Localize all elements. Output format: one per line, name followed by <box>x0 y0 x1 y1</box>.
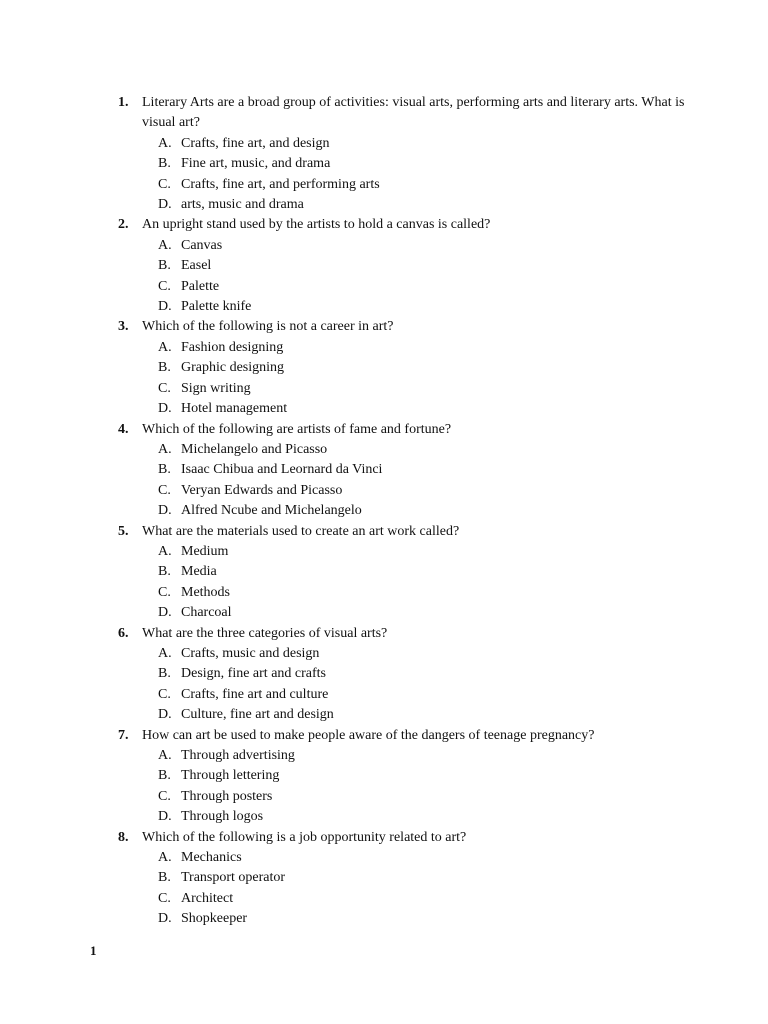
option-text: Methods <box>181 584 230 600</box>
option-3a <box>0 338 768 358</box>
question-number: 8. <box>118 829 129 845</box>
option-4d <box>0 501 768 521</box>
option-letter: D. <box>158 707 172 723</box>
option-8b <box>0 868 768 888</box>
option-letter: B. <box>158 666 171 682</box>
option-text: Isaac Chibua and Leornard da Vinci <box>181 462 383 478</box>
option-letter: B. <box>158 156 171 172</box>
option-7c <box>0 787 768 807</box>
page-number: 1 <box>90 943 97 958</box>
option-1d <box>0 195 768 215</box>
option-letter: C. <box>158 482 171 498</box>
option-text: Crafts, fine art, and performing arts <box>181 176 380 192</box>
option-text: arts, music and drama <box>181 197 304 213</box>
question-2 <box>0 215 768 235</box>
option-text: Transport operator <box>181 870 286 886</box>
option-letter: D. <box>158 911 172 927</box>
option-letter: B. <box>158 564 171 580</box>
option-text: Michelangelo and Picasso <box>181 441 328 457</box>
option-letter: C. <box>158 176 171 192</box>
option-1b <box>0 154 768 174</box>
option-text: Media <box>181 564 217 580</box>
option-7b <box>0 766 768 786</box>
option-text: Veryan Edwards and Picasso <box>181 482 343 498</box>
question-number: 3. <box>118 319 129 335</box>
option-letter: B. <box>158 462 171 478</box>
question-text: Which of the following is a job opportunity related to art? <box>142 829 467 845</box>
option-letter: A. <box>158 748 172 763</box>
option-text: Shopkeeper <box>181 911 248 927</box>
option-text: Mechanics <box>181 850 242 866</box>
option-letter: D. <box>158 401 172 417</box>
option-text: Through advertising <box>181 748 295 763</box>
question-number: 2. <box>118 217 129 233</box>
option-letter: A. <box>158 850 172 866</box>
question-number: 6. <box>118 625 129 641</box>
question-text: Literary Arts are a broad group of activities: visual arts, performing arts and literary arts. What is visual art? <box>142 95 685 131</box>
question-text: What are the three categories of visual arts? <box>142 625 388 641</box>
question-1 <box>0 93 768 134</box>
option-5a <box>0 542 768 562</box>
option-letter: D. <box>158 299 172 315</box>
question-8 <box>0 828 768 848</box>
option-1a <box>0 134 768 154</box>
question-number: 7. <box>118 727 129 743</box>
option-letter: D. <box>158 503 172 519</box>
option-4a <box>0 440 768 460</box>
option-2c <box>0 277 768 297</box>
option-letter: C. <box>158 788 171 804</box>
option-2a <box>0 236 768 256</box>
option-text: Alfred Ncube and Michelangelo <box>181 503 362 519</box>
option-text: Crafts, music and design <box>181 645 320 661</box>
option-5d <box>0 603 768 623</box>
option-letter: A. <box>158 441 172 457</box>
option-6c <box>0 685 768 705</box>
question-text: Which of the following are artists of fame and fortune? <box>142 421 452 437</box>
option-7d <box>0 807 768 827</box>
option-letter: C. <box>158 686 171 702</box>
option-text: Hotel management <box>181 401 288 417</box>
option-5b <box>0 562 768 582</box>
option-text: Sign writing <box>181 380 251 396</box>
option-6b <box>0 664 768 684</box>
option-3b <box>0 358 768 378</box>
option-text: Charcoal <box>181 605 232 621</box>
option-letter: A. <box>158 135 172 151</box>
option-letter: A. <box>158 237 172 253</box>
option-3d <box>0 399 768 419</box>
option-letter: D. <box>158 809 172 825</box>
option-text: Palette <box>181 278 220 294</box>
question-text: What are the materials used to create an art work called? <box>142 523 460 539</box>
option-letter: A. <box>158 339 172 355</box>
option-5c <box>0 583 768 603</box>
option-text: Crafts, fine art and culture <box>181 686 329 702</box>
option-text: Graphic designing <box>181 360 285 376</box>
option-7a <box>0 746 768 766</box>
option-text: Through lettering <box>181 768 280 784</box>
option-2b <box>0 256 768 276</box>
option-letter: C. <box>158 584 171 600</box>
option-letter: B. <box>158 768 171 784</box>
option-letter: C. <box>158 380 171 396</box>
option-text: Architect <box>181 890 234 906</box>
question-text: How can art be used to make people aware of the dangers of teenage pregnancy? <box>142 727 595 743</box>
option-8c <box>0 889 768 909</box>
question-number: 1. <box>118 95 129 110</box>
question-number: 5. <box>118 523 129 539</box>
question-6 <box>0 624 768 644</box>
option-letter: C. <box>158 278 171 294</box>
option-text: Easel <box>181 258 212 274</box>
question-number: 4. <box>118 421 129 437</box>
option-6a <box>0 644 768 664</box>
option-4b <box>0 460 768 480</box>
question-5 <box>0 522 768 542</box>
option-letter: C. <box>158 890 171 906</box>
option-text: Medium <box>181 543 229 559</box>
option-1c <box>0 175 768 195</box>
option-text: Culture, fine art and design <box>181 707 334 723</box>
option-letter: B. <box>158 258 171 274</box>
question-text: An upright stand used by the artists to hold a canvas is called? <box>142 217 491 233</box>
option-text: Through logos <box>181 809 264 825</box>
option-4c <box>0 481 768 501</box>
option-letter: A. <box>158 645 172 661</box>
option-3c <box>0 379 768 399</box>
option-text: Through posters <box>181 788 273 804</box>
option-8a <box>0 848 768 868</box>
question-7 <box>0 726 768 746</box>
option-text: Design, fine art and crafts <box>181 666 326 682</box>
question-text: Which of the following is not a career in art? <box>142 319 394 335</box>
option-text: Fashion designing <box>181 339 284 355</box>
question-4 <box>0 420 768 440</box>
option-letter: B. <box>158 360 171 376</box>
option-letter: D. <box>158 605 172 621</box>
option-8d <box>0 909 768 929</box>
question-3 <box>0 317 768 337</box>
option-letter: B. <box>158 870 171 886</box>
option-text: Crafts, fine art, and design <box>181 135 330 151</box>
option-2d <box>0 297 768 317</box>
option-6d <box>0 705 768 725</box>
option-letter: A. <box>158 543 172 559</box>
option-text: Canvas <box>181 237 223 253</box>
option-letter: D. <box>158 197 172 213</box>
option-text: Fine art, music, and drama <box>181 156 331 172</box>
question-list <box>0 93 768 930</box>
option-text: Palette knife <box>181 299 252 315</box>
